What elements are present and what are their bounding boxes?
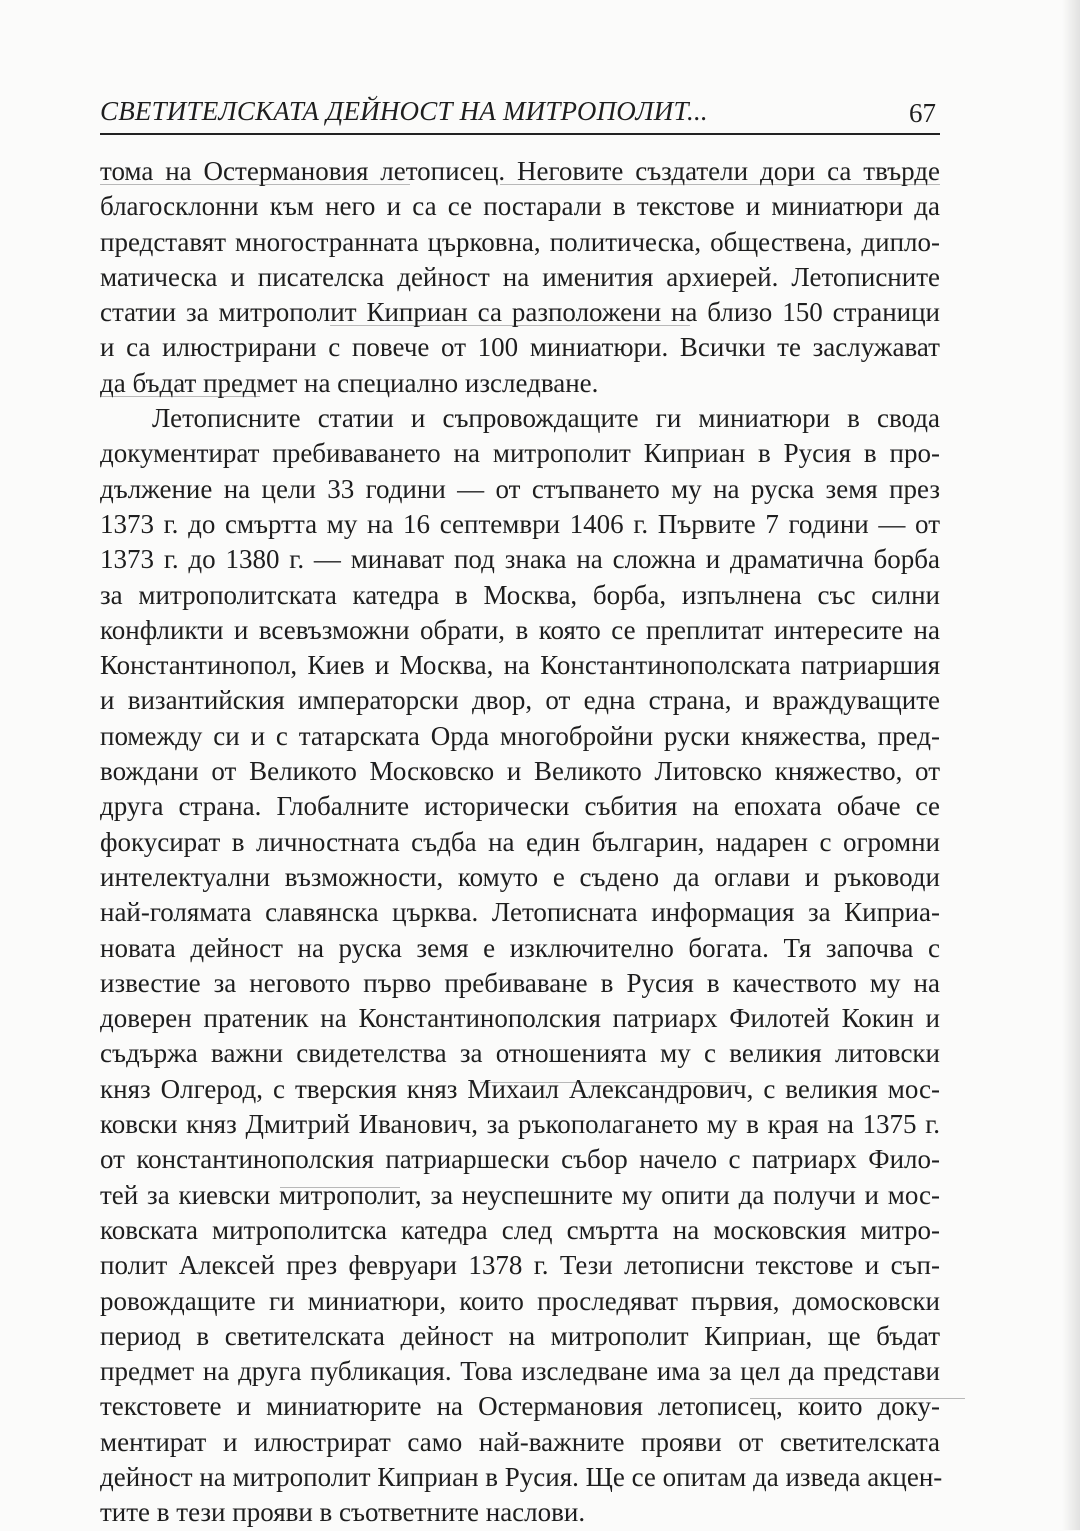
paragraph-2	[100, 401, 943, 1531]
text-line: ковски княз Дмитрий Иванович, за ръкополагането му в края на 1375 г.	[100, 1109, 940, 1140]
pencil-underline	[100, 184, 410, 185]
text-line: документират пребиваването на митрополит Киприан в Русия в про-	[100, 438, 940, 469]
text-line: текстовете и миниатюрите на Остермановия летописец, които доку-	[100, 1391, 940, 1422]
text-line: и са илюстрирани с повече от 100 миниатюри. Всички те заслужават	[100, 332, 940, 363]
text-line: вождани от Великото Московско и Великото Литовско княжество, от	[100, 756, 940, 787]
running-title: СВЕТИТЕЛСКАТА ДЕЙНОСТ НА МИТРОПОЛИТ...	[100, 96, 708, 126]
text-line: интелектуални възможности, комуто е съдено да оглави и ръководи	[100, 861, 940, 892]
pencil-underline	[280, 1187, 400, 1188]
text-line: фокусират в личностната съдба на един българин, надарен с огромни	[100, 826, 940, 857]
text-line: най-голямата славянска църква. Летописната информация за Киприа-	[100, 897, 940, 928]
text-line: предмет на друга публикация. Това изследване има за цел да представи	[100, 1356, 940, 1387]
text-line: дейност на митрополит Киприан в Русия. Ще се опитам да изведа акцен-	[100, 1461, 943, 1492]
text-line: друга страна. Глобалните исторически събития на епохата обаче се	[100, 791, 940, 822]
text-line: полит Алексей през февруари 1378 г. Тези летописни текстове и съп-	[100, 1250, 940, 1281]
text-line: новата дейност на руска земя е изключително богата. Тя започва с	[100, 932, 940, 963]
text-line: известие за неговото първо пребиваване в Русия в качеството му на	[100, 967, 940, 998]
paragraph-1	[100, 154, 940, 401]
text-line: да бъдат предмет на специално изследване.	[100, 367, 599, 398]
text-line: съдържа важни свидетелства за отношенията му с великия литовски	[100, 1038, 940, 1069]
text-line: тома на Остермановия летописец. Неговите създатели дори са твърде	[100, 156, 940, 186]
text-line: доверен пратеник на Константинополския патриарх Филотей Кокин и	[100, 1003, 940, 1034]
text-line: Константинопол, Киев и Москва, на Константинополската патриаршия	[100, 650, 940, 681]
text-line: матическа и писателска дейност на именития архиерей. Летописните	[100, 261, 940, 292]
running-head	[100, 92, 940, 136]
text-line: ровождащите ги миниатюри, които проследяват първия, домосковски	[100, 1285, 940, 1316]
text-line: тите в тези прояви в съответните наслови.	[100, 1497, 586, 1528]
pencil-underline	[330, 325, 690, 326]
page-number: 67	[909, 98, 936, 128]
pencil-underline	[480, 1082, 740, 1083]
body-text	[100, 154, 943, 1531]
text-line: период в светителската дейност на митрополит Киприан, ще бъдат	[100, 1320, 940, 1351]
text-line: ментират и илюстрират само най-важните прояви от светителската	[100, 1426, 940, 1457]
text-line: тей за киевски митрополит, за неуспешните му опити да получи и мос-	[100, 1179, 940, 1210]
text-line: помежду си и с татарската Орда многобройни руски княжества, пред-	[100, 720, 940, 751]
text-line: и византийския императорски двор, от една страна, и враждуващите	[100, 685, 940, 716]
text-line: 1373 г. до смъртта му на 16 септември 1406 г. Първите 7 години — от	[100, 508, 940, 539]
text-line: благосклонни към него и са се постарали в текстове и миниатюри да	[100, 191, 940, 222]
text-line: статии за митрополит Киприан са разположени на близо 150 страници	[100, 297, 940, 328]
text-line: ковската митрополитска катедра след смъртта на московския митро-	[100, 1214, 940, 1245]
text-line: княз Олгерод, с тверския княз Михаил Александрович, с великия мос-	[100, 1073, 940, 1104]
text-line: за митрополитската катедра в Москва, борба, изпълнена със силни	[100, 579, 940, 610]
header-rule	[100, 133, 940, 135]
pencil-underline	[100, 396, 260, 397]
pencil-underline	[500, 184, 940, 185]
text-line: от константинополския патриаршески събор начело с патриарх Фило-	[100, 1144, 940, 1175]
text-line: конфликти и всевъзможни обрати, в която се преплитат интересите на	[100, 614, 940, 645]
text-line: представят многостранната църковна, политическа, обществена, дипло-	[100, 226, 940, 257]
text-line: Летописните статии и съпровождащите ги миниатюри в свода	[152, 403, 940, 434]
pencil-underline	[750, 1398, 965, 1399]
page-edge-shadow	[1062, 0, 1080, 1530]
text-line: 1373 г. до 1380 г. — минават под знака на сложна и драматична борба	[100, 544, 940, 575]
text-line: дължение на цели 33 години — от стъпването му на руска земя през	[100, 473, 940, 504]
